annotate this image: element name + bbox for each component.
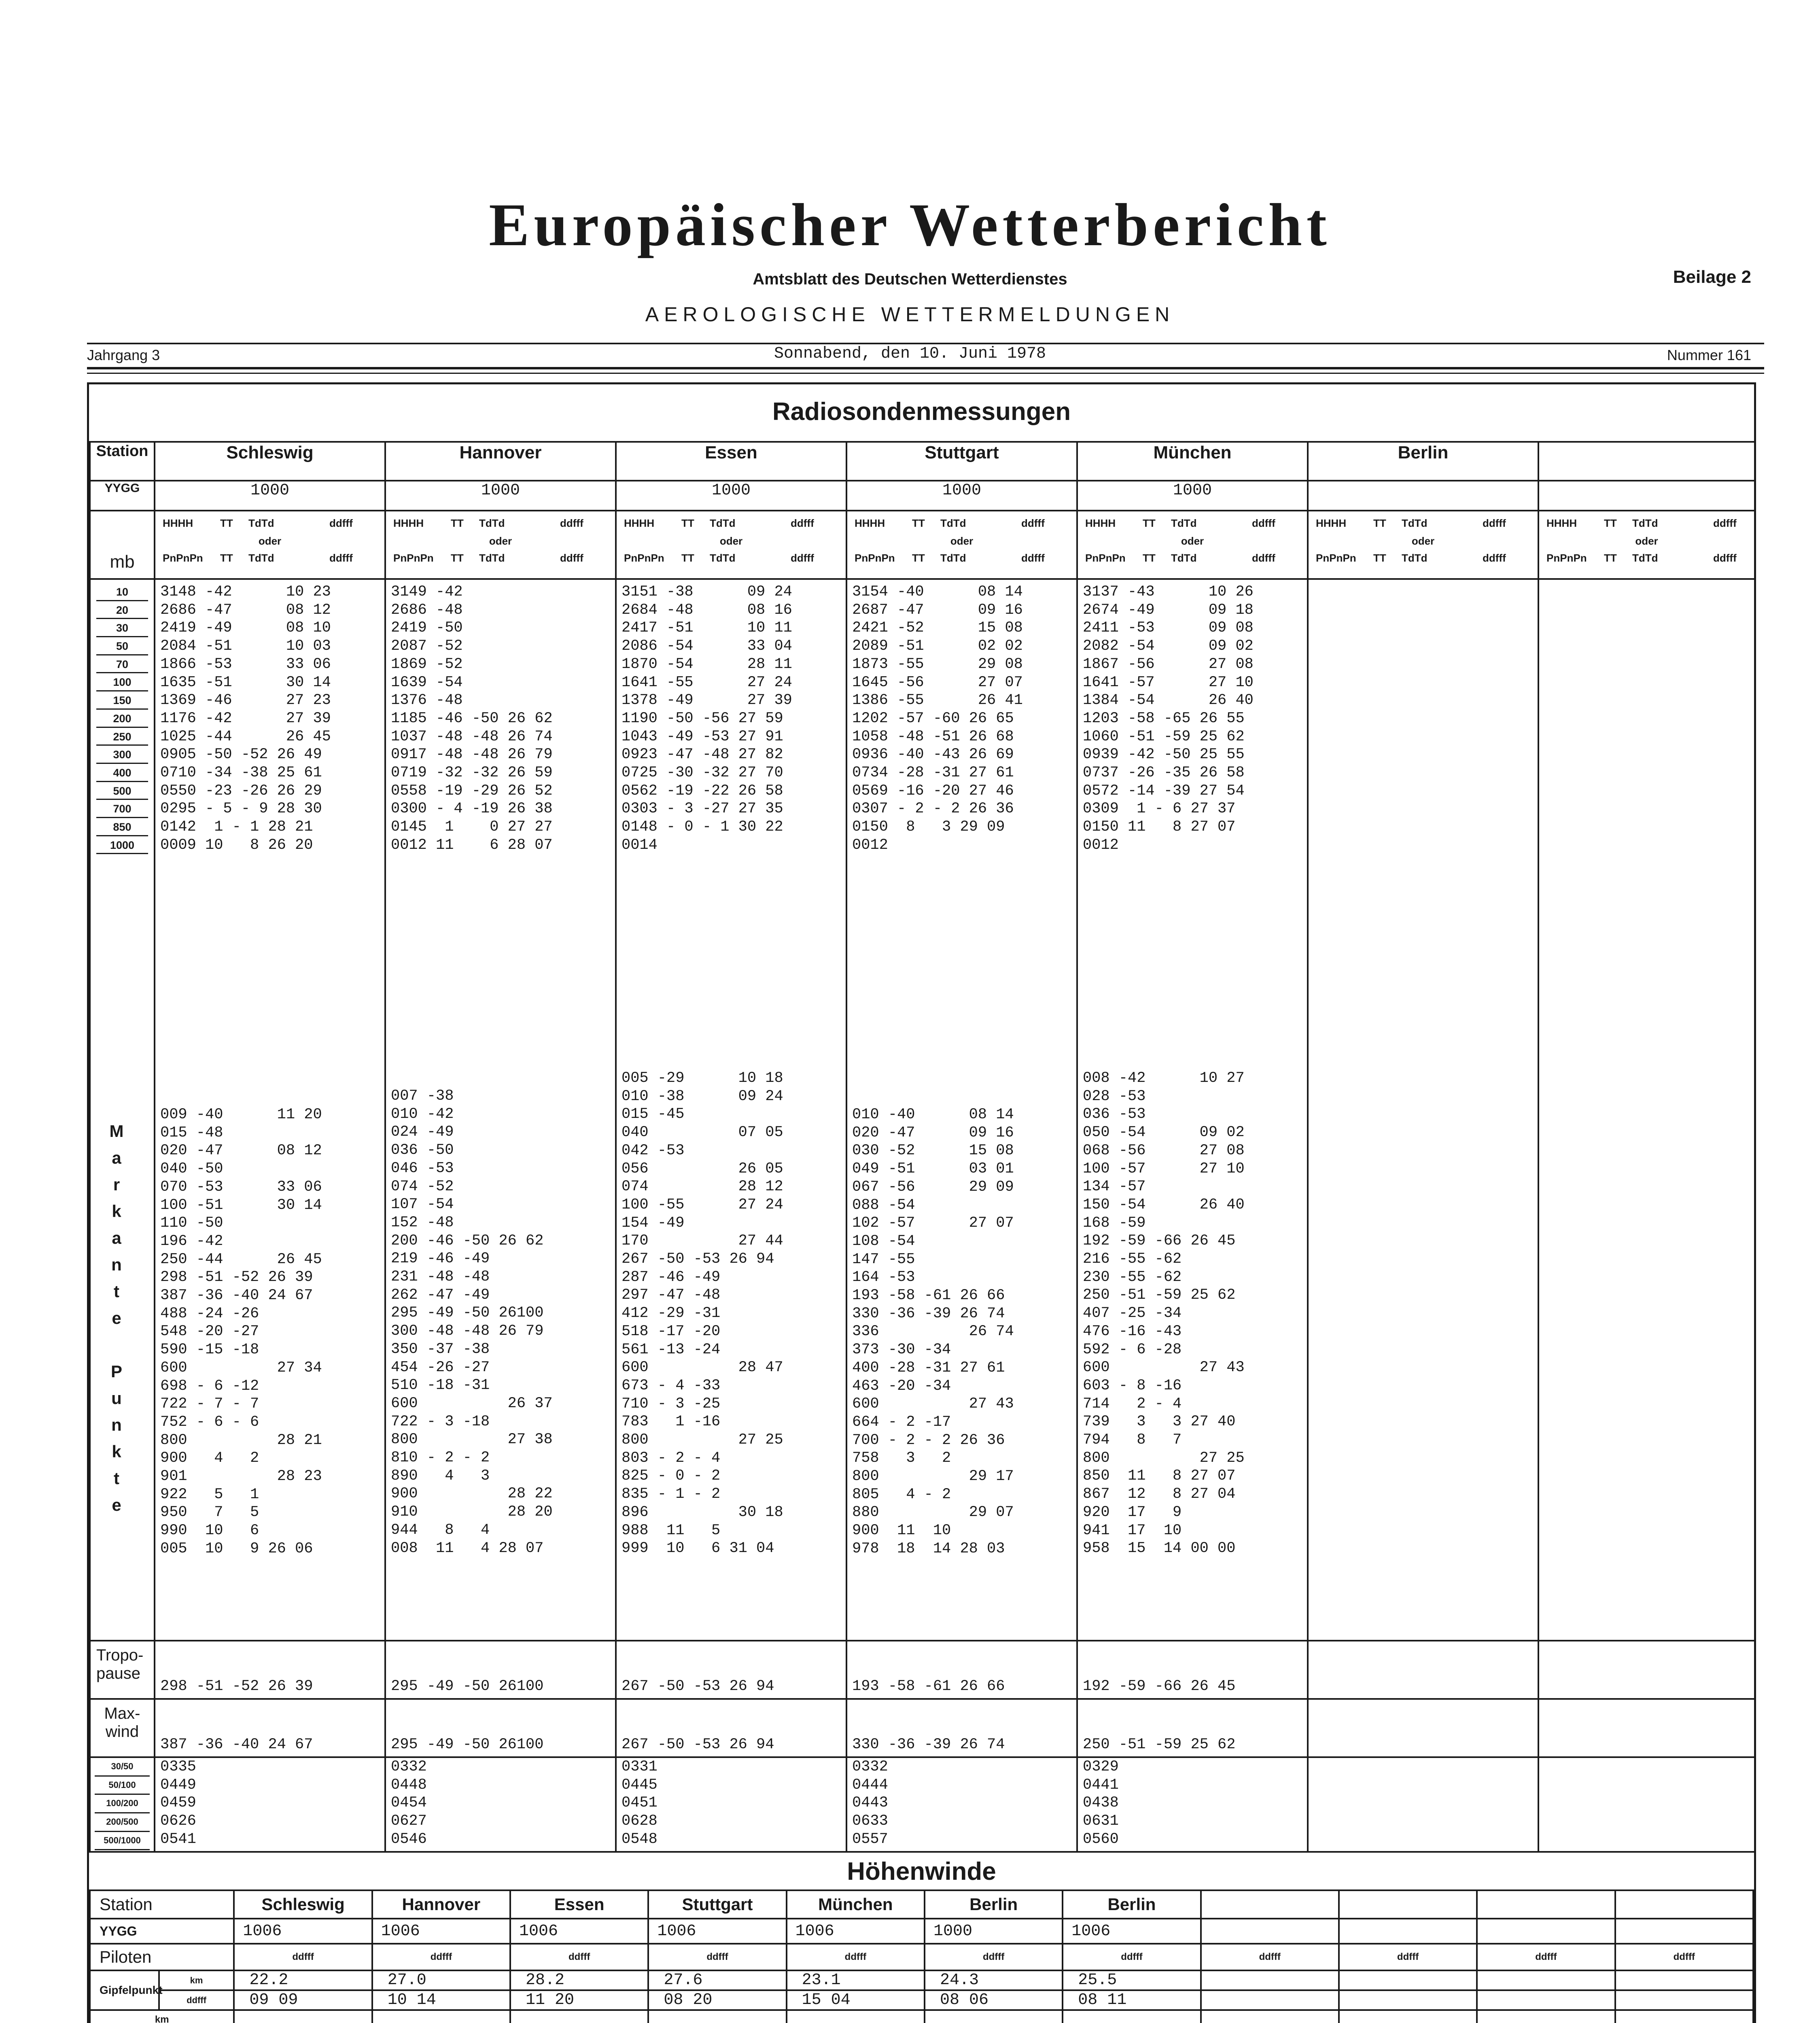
markante-punkte-letter: a [112,1228,121,1247]
layer-values: 0331 0445 0451 0628 0548 [622,1758,658,1848]
hw-wind-cell [787,2010,925,2023]
markante-punkte-letter: u [111,1389,122,1408]
pressure-level: 20 [96,601,148,619]
hw-yygg-value [1201,1919,1339,1944]
hw-yygg-label: YYGG [90,1919,234,1944]
code-header-field: TT [1143,552,1156,564]
code-header-field: TT [220,517,233,529]
code-header-field: HHHH [393,517,424,529]
code-header-oder: oder [1181,535,1204,547]
significant-points: 009 -40 11 20 015 -48 020 -47 08 12 040 -50 070 -53 33 06 100 -51 30 14 110 -50 196 -42 250 -44 26 45 298 -51 -52 26 39 387 -36 -40 24 67 488 -24 -26 548 -20 -27 590 -15 -18 600 27 34 698 - 6 -12 722 - 7 - 7 752 - 6 - 6 800 28 21 900 4 2 901 28 23 922 5 1 950 7 5 990 10 6 005 10 9 26 06 [160,1106,322,1557]
maxwind-cell [385,1699,616,1757]
yygg-value: 1000 [846,481,1077,511]
code-header-field: ddfff [1252,552,1275,564]
hw-yygg-value: 1006 [510,1919,648,1944]
pressure-level: 200 [96,710,148,728]
maxwind-value: 267 -50 -53 26 94 [622,1736,774,1754]
station-data [385,579,616,1641]
pressure-level: 250 [96,728,148,746]
markante-punkte-letter: e [112,1308,121,1327]
station-name: Berlin [1308,442,1538,481]
tropopause-cell [616,1641,846,1699]
tropopause-cell [846,1641,1077,1699]
hw-wind-cell [234,2010,372,2023]
code-header-field: ddfff [1021,517,1045,529]
hw-yygg-value [1477,1919,1615,1944]
code-header-oder: oder [950,535,974,547]
tropopause-row [90,1641,1755,1699]
hw-station-name: Stuttgart [648,1890,786,1919]
code-header-field: TdTd [1171,517,1197,529]
station-data [1538,579,1755,1641]
station-data [1077,579,1308,1641]
hw-station-name: Hannover [372,1890,510,1919]
code-header-field: TdTd [479,517,505,529]
pressure-level: 500 [96,782,148,800]
code-header-field: ddfff [791,517,814,529]
markante-punkte-letter: n [111,1415,122,1434]
layer-label: 200/500 [95,1813,150,1832]
section-heading: AEROLOGISCHE WETTERMELDUNGEN [645,303,1175,326]
yygg-value [1538,481,1755,511]
code-header-field: TdTd [1402,552,1428,564]
hw-wind-values [511,2011,647,2023]
code-header-field: PnPnPn [1316,552,1356,564]
hw-gipfel-dd [1615,1990,1753,2010]
pressure-level: 850 [96,818,148,836]
station-name: Essen [616,442,846,481]
code-header [1308,511,1538,579]
hw-ddfff-header: ddfff [787,1944,925,1970]
maxwind-value: 295 -49 -50 26100 [391,1736,544,1754]
maxwind-cell [155,1699,385,1757]
tropopause-value: 295 -49 -50 26100 [391,1678,544,1695]
hw-wind-values [925,2011,1062,2023]
hw-station-name: Berlin [925,1890,1063,1919]
hw-station-name: Berlin [1063,1890,1201,1919]
tropopause-label: Tropo-pause [90,1641,155,1699]
hw-ddfff-header: ddfff [1477,1944,1615,1970]
markante-punkte-letter: k [112,1442,121,1461]
code-header-field: HHHH [163,517,193,529]
code-header [1538,511,1755,579]
hw-gipfel-dd: 11 20 [510,1990,648,2010]
code-header-field: PnPnPn [393,552,434,564]
tropopause-cell [1077,1641,1308,1699]
standard-levels: 3151 -38 09 24 2684 -48 08 16 2417 -51 10 11 2086 -54 33 04 1870 -54 28 11 1641 -55 27 24 1378 -49 27 39 1190 -50 -56 27 59 1043 -49 -53 27 91 0923 -47 -48 27 82 0725 -30 -32 27 70 0562 -19 -22 26 58 0303 - 3 -27 27 35 0148 - 0 - 1 30 22 0014 [622,583,792,854]
hw-yygg-value: 1000 [925,1919,1063,1944]
markante-punkte-letter: r [113,1175,120,1194]
code-header [846,511,1077,579]
hw-gipfel-dd [1339,1990,1477,2010]
layer-cell [846,1757,1077,1852]
code-header-field: PnPnPn [855,552,895,564]
code-header-field: TT [912,552,925,564]
markante-punkte-letter: n [111,1255,122,1274]
layer-values: 0332 0448 0454 0627 0546 [391,1758,427,1848]
hw-station-name [1201,1890,1339,1919]
hw-yygg-value: 1006 [648,1919,786,1944]
code-header-field: HHHH [855,517,885,529]
standard-levels: 3137 -43 10 26 2674 -49 09 18 2411 -53 09 08 2082 -54 09 02 1867 -56 27 08 1641 -57 27 10 1384 -54 26 40 1203 -58 -65 26 55 1060 -51 -59 25 62 0939 -42 -50 25 55 0737 -26 -35 26 58 0572 -14 -39 27 54 0309 1 - 6 27 37 0150 11 8 27 07 0012 [1083,583,1254,854]
pressure-level: 400 [96,764,148,782]
code-header-oder: oder [489,535,512,547]
markante-punkte-letter: t [114,1282,119,1301]
hw-wind-values [373,2011,509,2023]
station-name: Hannover [385,442,616,481]
code-header-field: TdTd [1632,517,1658,529]
hw-station-label: Station [90,1890,234,1919]
data-panel [87,382,1756,2023]
issue-date: Sonnabend, den 10. Juni 1978 [774,345,1046,363]
markante-punkte-letter: a [112,1148,121,1167]
maxwind-cell [616,1699,846,1757]
code-header-field: TdTd [940,552,966,564]
layer-cell [155,1757,385,1852]
header-rule-thin [87,373,1764,374]
code-header-field: TT [681,552,694,564]
maxwind-value: 250 -51 -59 25 62 [1083,1736,1236,1754]
hw-gipfel-km [1477,1970,1615,1990]
code-header [385,511,616,579]
hw-gipfel-dd-row [90,1990,1753,2010]
pressure-level: 70 [96,655,148,674]
layer-thickness-row [90,1757,1755,1852]
markante-punkte-letter: e [112,1495,121,1514]
code-header-row [90,511,1755,579]
hw-station-row [90,1890,1753,1919]
maxwind-label: Max-wind [90,1699,155,1757]
code-header-field: TdTd [479,552,505,564]
code-header-field: TT [1373,517,1386,529]
code-header [155,511,385,579]
hw-wind-values [649,2011,785,2023]
code-header-field: TdTd [248,552,274,564]
code-header-field: ddfff [1713,517,1737,529]
levels-label-column [90,579,155,1641]
pressure-level: 50 [96,637,148,655]
code-header-field: ddfff [329,517,353,529]
radiosonde-title: Radiosondenmessungen [772,398,1071,426]
code-header-field: ddfff [1713,552,1737,564]
maxwind-value: 330 -36 -39 26 74 [852,1736,1005,1754]
hw-wind-values [787,2011,924,2023]
maxwind-cell [846,1699,1077,1757]
layer-labels [90,1757,155,1852]
hw-wind-cell [1615,2010,1753,2023]
code-header-oder: oder [258,535,282,547]
hw-gipfel-dd [1477,1990,1615,2010]
markante-punkte-label [108,1118,125,1518]
hw-wind-cell [925,2010,1063,2023]
pressure-level: 700 [96,800,148,818]
standard-levels: 3148 -42 10 23 2686 -47 08 12 2419 -49 08 10 2084 -51 10 03 1866 -53 33 06 1635 -51 30 14 1369 -46 27 23 1176 -42 27 39 1025 -44 26 45 0905 -50 -52 26 49 0710 -34 -38 25 61 0550 -23 -26 26 29 0295 - 5 - 9 28 30 0142 1 - 1 28 21 0009 10 8 26 20 [160,583,331,854]
hw-piloten-label: Piloten [90,1944,234,1970]
hw-altitude-column [90,2010,234,2023]
hw-station-name [1477,1890,1615,1919]
hw-km-label: km [159,1970,234,1990]
tropopause-cell [1538,1641,1755,1699]
hw-yygg-value: 1006 [234,1919,372,1944]
code-header-field: TdTd [710,552,736,564]
hw-ddfff-header: ddfff [1339,1944,1477,1970]
hw-ddfff-label: ddfff [159,1990,234,2010]
layer-label: 30/50 [95,1758,150,1777]
hw-gipfel-km: 28.2 [510,1970,648,1990]
yygg-row [90,481,1755,511]
maxwind-row [90,1699,1755,1757]
layer-cell [1077,1757,1308,1852]
hw-yygg-value [1339,1919,1477,1944]
maxwind-cell [1077,1699,1308,1757]
station-name: Schleswig [155,442,385,481]
code-header-field: TdTd [1171,552,1197,564]
hw-wind-values [235,2011,371,2023]
hw-gipfel-dd: 08 11 [1063,1990,1201,2010]
hw-wind-cell [1063,2010,1201,2023]
code-header-field: ddfff [560,552,583,564]
layer-cell [1538,1757,1755,1852]
code-header-field: TT [451,517,464,529]
markante-punkte-letter [108,1332,125,1358]
station-label: Station [90,442,155,481]
hw-ddfff-header: ddfff [648,1944,786,1970]
hoehenwinde-title: Höhenwinde [847,1858,996,1885]
pressure-level: 1000 [96,836,148,855]
code-header [1077,511,1308,579]
code-header-oder: oder [1635,535,1658,547]
yygg-value: 1000 [155,481,385,511]
pressure-level: 300 [96,746,148,764]
hw-gipfel-dd: 15 04 [787,1990,925,2010]
hw-station-name: Schleswig [234,1890,372,1919]
code-header-field: TT [681,517,694,529]
layer-values: 0332 0444 0443 0633 0557 [852,1758,888,1848]
hw-wind-values [1063,2011,1200,2023]
pressure-level: 30 [96,619,148,637]
pressure-level: 10 [96,583,148,601]
hw-ddfff-header: ddfff [925,1944,1063,1970]
mb-label-cell [90,511,155,579]
markante-punkte-letter: k [112,1202,121,1221]
hw-ddfff-header: ddfff [1615,1944,1753,1970]
header-rule-thick [87,367,1764,369]
maxwind-value: 387 -36 -40 24 67 [160,1736,313,1754]
significant-points: 008 -42 10 27 028 -53 036 -53 050 -54 09 02 068 -56 27 08 100 -57 27 10 134 -57 150 -54 26 40 168 -59 192 -59 -66 26 45 216 -55 -62 230 -55 -62 250 -51 -59 25 62 407 -25 -34 476 -16 -43 592 - 6 -28 600 27 43 603 - 8 -16 714 2 - 4 739 3 3 27 40 794 8 7 800 27 25 850 11 8 27 07 867 12 8 27 04 920 17 9 941 17 10 958 15 14 00 00 [1083,1070,1245,1557]
hw-wind-cell [1339,2010,1477,2023]
tropopause-cell [385,1641,616,1699]
hw-yygg-value: 1006 [787,1919,925,1944]
hw-ddfff-header: ddfff [1201,1944,1339,1970]
radiosonde-table [89,441,1756,1853]
hw-gipfel-km: 27.0 [372,1970,510,1990]
hw-gipfel-km: 24.3 [925,1970,1063,1990]
yygg-value [1308,481,1538,511]
code-header-field: ddfff [560,517,583,529]
hw-ddfff-header: ddfff [372,1944,510,1970]
code-header-oder: oder [1411,535,1435,547]
hw-gipfel-dd: 09 09 [234,1990,372,2010]
code-header-field: TT [1604,552,1617,564]
station-name: Stuttgart [846,442,1077,481]
code-header-field: TT [220,552,233,564]
code-header-field: HHHH [624,517,655,529]
code-header-field: TT [451,552,464,564]
station-name [1538,442,1755,481]
markante-punkte-letter: M [109,1122,124,1141]
hw-ddfff-header: ddfff [234,1944,372,1970]
code-header-field: HHHH [1546,517,1577,529]
maxwind-cell [1308,1699,1538,1757]
markante-punkte-letter: P [110,1362,122,1381]
code-header-field: ddfff [329,552,353,564]
hw-winds-row [90,2010,1753,2023]
layer-values: 0329 0441 0438 0631 0560 [1083,1758,1119,1848]
code-header-field: TdTd [940,517,966,529]
code-header-field: ddfff [1483,552,1506,564]
standard-levels: 3149 -42 2686 -48 2419 -50 2087 -52 1869 -52 1639 -54 1376 -48 1185 -46 -50 26 62 1037 -48 -48 26 74 0917 -48 -48 26 79 0719 -32 -32 26 59 0558 -19 -29 26 52 0300 - 4 -19 26 38 0145 1 0 27 27 0012 11 6 28 07 [391,583,553,854]
layer-cell [385,1757,616,1852]
hw-wind-cell [1201,2010,1339,2023]
pressure-level: 150 [96,691,148,710]
standard-levels: 3154 -40 08 14 2687 -47 09 16 2421 -52 15 08 2089 -51 02 02 1873 -55 29 08 1645 -56 27 07 1386 -55 26 41 1202 -57 -60 26 65 1058 -48 -51 26 68 0936 -40 -43 26 69 0734 -28 -31 27 61 0569 -16 -20 27 46 0307 - 2 - 2 26 36 0150 8 3 29 09 0012 [852,583,1023,854]
layer-label: 50/100 [95,1777,150,1795]
hw-station-name: Essen [510,1890,648,1919]
code-header-field: HHHH [1085,517,1116,529]
hw-station-name [1615,1890,1753,1919]
code-header-field: TdTd [1402,517,1428,529]
code-header-field: TdTd [1632,552,1658,564]
pressure-levels [91,583,154,854]
hw-ddfff-header: ddfff [510,1944,648,1970]
hw-gipfel-km: 22.2 [234,1970,372,1990]
hw-gipfel-km [1201,1970,1339,1990]
pressure-level: 100 [96,673,148,691]
tropopause-value: 298 -51 -52 26 39 [160,1678,313,1695]
maxwind-cell [1538,1699,1755,1757]
code-header-field: ddfff [1021,552,1045,564]
hw-gipfel-dd: 10 14 [372,1990,510,2010]
tropopause-value: 267 -50 -53 26 94 [622,1678,774,1695]
code-header-field: ddfff [1483,517,1506,529]
hw-station-name: München [787,1890,925,1919]
hw-ddfff-header: ddfff [1063,1944,1201,1970]
mb-label: mb [110,552,135,572]
code-header-field: PnPnPn [163,552,203,564]
bulletin-subtitle: Amtsblatt des Deutschen Wetterdienstes [753,270,1067,288]
layer-cell [616,1757,846,1852]
hw-gipfel-dd [1201,1990,1339,2010]
hw-gipfel-km-row [90,1970,1753,1990]
header-rule [87,343,1764,344]
code-header-field: HHHH [1316,517,1347,529]
volume-label: Jahrgang 3 [87,347,160,363]
hw-gipfel-km: 23.1 [787,1970,925,1990]
hw-gipfelpunkt-label: Gipfelpunkt [90,1970,159,2010]
yygg-value: 1000 [385,481,616,511]
hoehenwinde-table [89,1889,1754,2023]
code-header-oder: oder [719,535,743,547]
bulletin-title: Europäischer Wetterbericht [489,191,1331,259]
hw-piloten-row [90,1944,1753,1970]
hw-wind-cell [372,2010,510,2023]
hw-gipfel-km [1615,1970,1753,1990]
layer-label: 500/1000 [95,1832,150,1851]
station-name: München [1077,442,1308,481]
code-header-field: TT [1143,517,1156,529]
significant-points: 010 -40 08 14 020 -47 09 16 030 -52 15 08 049 -51 03 01 067 -56 29 09 088 -54 102 -57 27 07 108 -54 147 -55 164 -53 193 -58 -61 26 66 330 -36 -39 26 74 336 26 74 373 -30 -34 400 -28 -31 27 61 463 -20 -34 600 27 43 664 - 2 -17 700 - 2 - 2 26 36 758 3 2 800 29 17 805 4 - 2 880 29 07 900 11 10 978 18 14 28 03 [852,1106,1014,1557]
code-header-field: TdTd [710,517,736,529]
hw-wind-cell [648,2010,786,2023]
hw-gipfel-dd: 08 06 [925,1990,1063,2010]
markante-punkte-letter: t [114,1469,119,1488]
hw-altitude-unit: km [96,2011,227,2023]
station-row [90,442,1755,481]
code-header-field: ddfff [791,552,814,564]
hw-yygg-value: 1006 [1063,1919,1201,1944]
significant-points: 005 -29 10 18 010 -38 09 24 015 -45 040 07 05 042 -53 056 26 05 074 28 12 100 -55 27 24 154 -49 170 27 44 267 -50 -53 26 94 287 -46 -49 297 -47 -48 412 -29 -31 518 -17 -20 561 -13 -24 600 28 47 673 - 4 -33 710 - 3 -25 783 1 -16 800 27 25 803 - 2 - 4 825 - 0 - 2 835 - 1 - 2 896 30 18 988 11 5 999 10 6 31 04 [622,1070,783,1557]
station-data [846,579,1077,1641]
hw-wind-cell [510,2010,648,2023]
layer-cell [1308,1757,1538,1852]
code-header-field: PnPnPn [624,552,664,564]
supplement-label: Beilage 2 [1673,267,1751,287]
hw-gipfel-km [1339,1970,1477,1990]
code-header-field: ddfff [1252,517,1275,529]
tropopause-cell [155,1641,385,1699]
code-header-field: PnPnPn [1546,552,1587,564]
hw-yygg-row [90,1919,1753,1944]
tropopause-value: 193 -58 -61 26 66 [852,1678,1005,1695]
hw-gipfel-km: 27.6 [648,1970,786,1990]
yygg-value: 1000 [1077,481,1308,511]
yygg-label: YYGG [90,481,155,511]
hw-gipfel-km: 25.5 [1063,1970,1201,1990]
hw-yygg-value: 1006 [372,1919,510,1944]
hw-gipfel-dd: 08 20 [648,1990,786,2010]
hw-station-name [1339,1890,1477,1919]
code-header-field: PnPnPn [1085,552,1126,564]
significant-points: 007 -38 010 -42 024 -49 036 -50 046 -53 074 -52 107 -54 152 -48 200 -46 -50 26 62 219 -46 -49 231 -48 -48 262 -47 -49 295 -49 -50 26100 300 -48 -48 26 79 350 -37 -38 454 -26 -27 510 -18 -31 600 26 37 722 - 3 -18 800 27 38 810 - 2 - 2 890 4 3 900 28 22 910 28 20 944 8 4 008 11 4 28 07 [391,1088,553,1557]
levels-data-row [90,579,1755,1641]
station-data [155,579,385,1641]
hw-yygg-value [1615,1919,1753,1944]
code-header-field: TT [1373,552,1386,564]
issue-number: Nummer 161 [1667,347,1751,363]
hw-wind-cell [1477,2010,1615,2023]
code-header-field: TT [912,517,925,529]
yygg-value: 1000 [616,481,846,511]
code-header-field: TdTd [248,517,274,529]
layer-label: 100/200 [95,1795,150,1813]
station-data [1308,579,1538,1641]
tropopause-cell [1308,1641,1538,1699]
layer-values: 0335 0449 0459 0626 0541 [160,1758,196,1848]
station-data [616,579,846,1641]
tropopause-value: 192 -59 -66 26 45 [1083,1678,1236,1695]
code-header-field: TT [1604,517,1617,529]
code-header [616,511,846,579]
